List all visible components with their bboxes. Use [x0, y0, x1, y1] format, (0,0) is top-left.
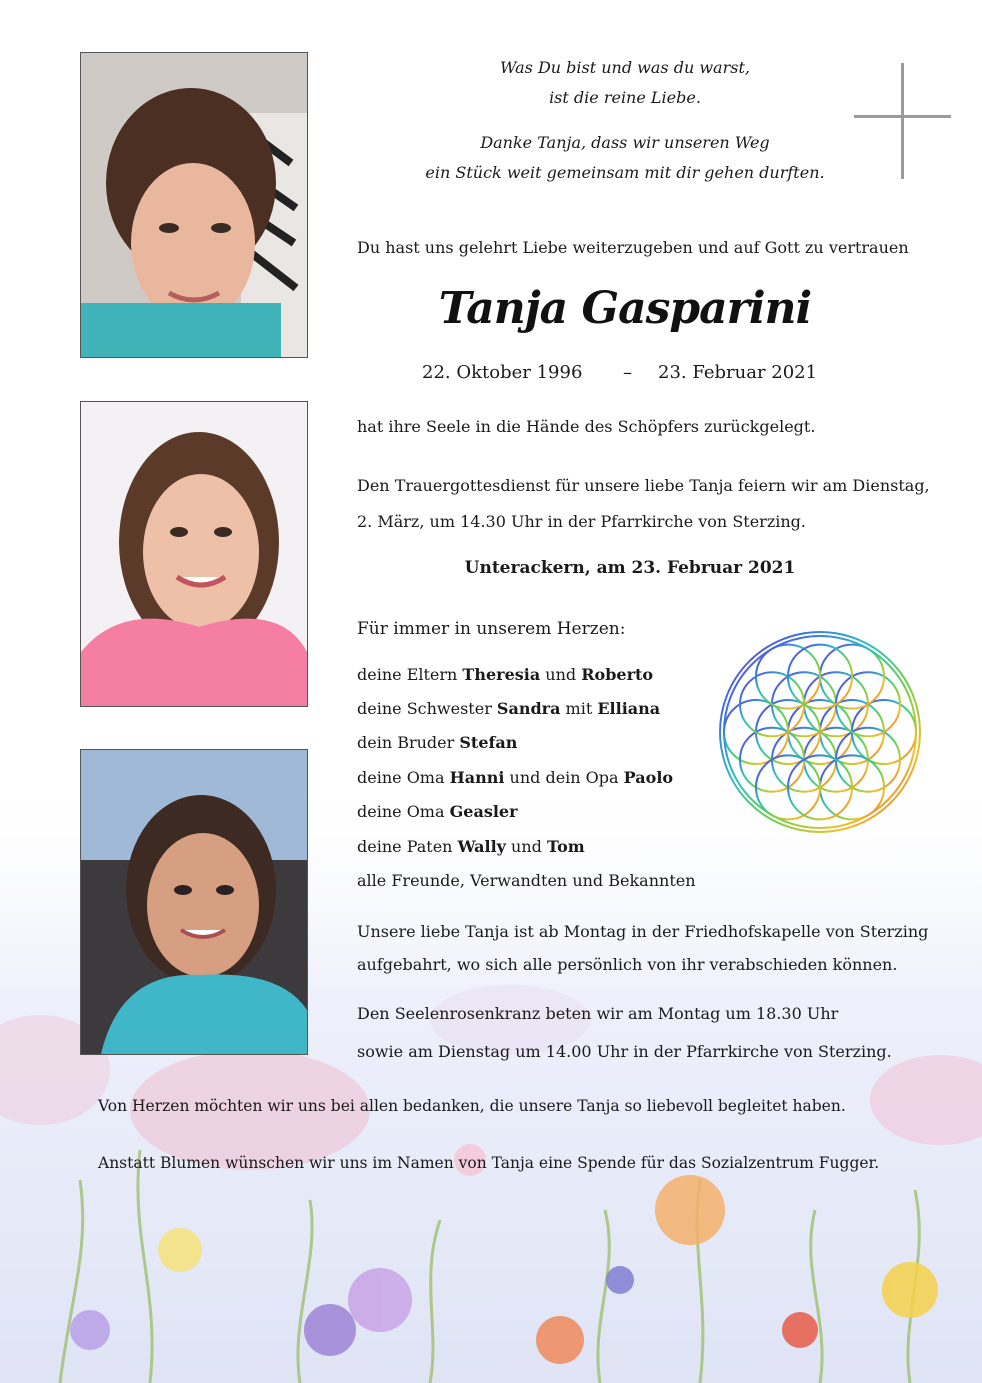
- family-line-6: deine Paten Wally und Tom: [357, 837, 585, 856]
- family-line-7: alle Freunde, Verwandten und Bekannten: [357, 871, 696, 890]
- intro-text: Du hast uns gelehrt Liebe weiterzugeben und auf Gott zu vertrauen: [357, 238, 909, 257]
- rosary-line-2: sowie am Dienstag um 14.00 Uhr in der Pfarrkirche von Sterzing.: [357, 1042, 892, 1061]
- family-line-5: deine Oma Geasler: [357, 802, 518, 821]
- quote-line-2: ist die reine Liebe.: [549, 88, 701, 107]
- place-and-date: Unterackern, am 23. Februar 2021: [464, 558, 796, 578]
- date-dash: –: [623, 362, 632, 383]
- thanks-text: Von Herzen möchten wir uns bei allen bedanken, die unsere Tanja so liebevoll begleitet haben.: [98, 1097, 846, 1115]
- service-line-2: 2. März, um 14.30 Uhr in der Pfarrkirche von Sterzing.: [357, 512, 807, 531]
- quote-line-1: Was Du bist und was du warst,: [500, 58, 750, 77]
- family-line-3: dein Bruder Stefan: [357, 733, 518, 752]
- death-date: 23. Februar 2021: [658, 362, 818, 383]
- rosary-line-1: Den Seelenrosenkranz beten wir am Montag um 18.30 Uhr: [357, 1004, 839, 1023]
- family-line-1: deine Eltern Theresia und Roberto: [357, 665, 654, 684]
- family-line-2: deine Schwester Sandra mit Elliana: [357, 699, 661, 718]
- soul-text: hat ihre Seele in die Hände des Schöpfers zurückgelegt.: [357, 417, 816, 436]
- family-line-4: deine Oma Hanni und dein Opa Paolo: [357, 768, 674, 787]
- portrait-photo-2: [80, 401, 308, 707]
- quote-line-3: Danke Tanja, dass wir unseren Weg: [480, 133, 770, 152]
- flower-of-life-icon: [708, 628, 933, 836]
- birth-date: 22. Oktober 1996: [422, 362, 583, 383]
- donation-text: Anstatt Blumen wünschen wir uns im Namen von Tanja eine Spende für das Sozialzentrum Fugger.: [98, 1154, 880, 1172]
- laid-out-line-2: aufgebahrt, wo sich alle persönlich von ihr verabschieden können.: [357, 955, 898, 974]
- portrait-photo-1: [80, 52, 308, 358]
- forever-heading: Für immer in unserem Herzen:: [357, 619, 626, 639]
- portrait-photo-3: [80, 749, 308, 1055]
- service-line-1: Den Trauergottesdienst für unsere liebe Tanja feiern wir am Dienstag,: [357, 476, 930, 495]
- deceased-name: Tanja Gasparini: [438, 283, 812, 334]
- quote-line-4: ein Stück weit gemeinsam mit dir gehen durften.: [425, 163, 825, 182]
- laid-out-line-1: Unsere liebe Tanja ist ab Montag in der Friedhofskapelle von Sterzing: [357, 922, 929, 941]
